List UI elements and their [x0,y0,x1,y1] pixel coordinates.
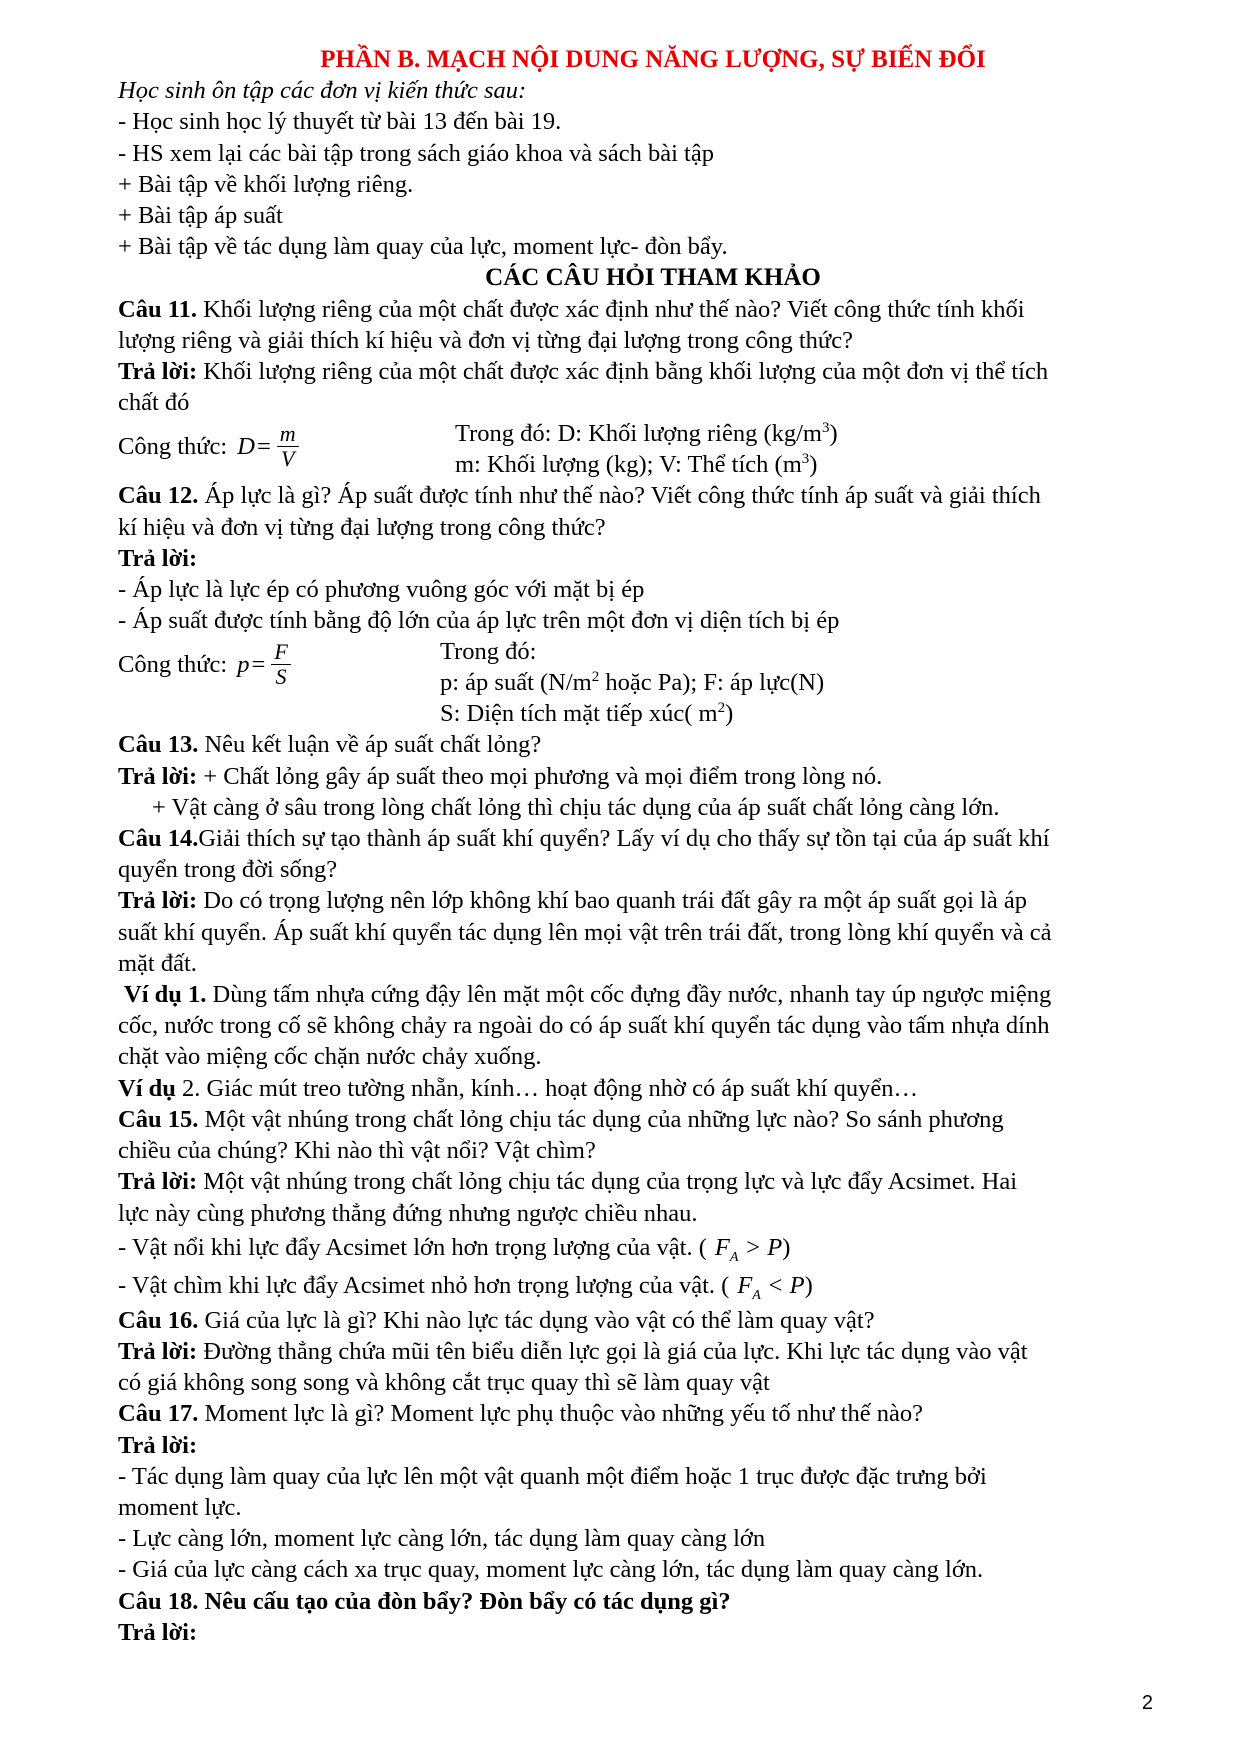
question-label: Câu 12. [118,482,199,510]
example-label: Ví dụ 1. [124,981,207,1009]
section-title: CÁC CÂU HỎI THAM KHẢO [485,264,821,292]
question-label: Câu 11. [118,295,197,323]
page-number: 2 [1141,1692,1153,1714]
condition-text: - Vật nổi khi lực đẩy Acsimet lớn hơn trọng lượng của vật. ( [118,1233,707,1261]
question-14 [118,823,1158,854]
formula-legend [455,418,838,449]
condition-text: ) [804,1271,813,1299]
example-1 [118,979,1158,1010]
answer-text: - Áp lực là lực ép có phương vuông góc với mặt bị ép [118,576,645,604]
question-text: kí hiệu và đơn vị từng đại lượng trong công thức? [118,513,606,541]
subscript: A [752,1287,761,1303]
legend-text: p: áp suất (N/m [440,669,592,697]
example-text: chặt vào miệng cốc chặn nước chảy xuống. [118,1043,542,1071]
answer-text: - Áp suất được tính bằng độ lớn của áp lực trên một đơn vị diện tích bị ép [118,607,840,635]
legend-text: ) [809,451,818,479]
exponent: 2 [717,700,726,717]
fraction [277,422,299,471]
answer-text: mặt đất. [118,949,197,977]
answer-16 [118,1336,1158,1367]
bullet-item: + Bài tập về tác dụng làm quay của lực, moment lực- đòn bẩy. [118,233,728,261]
legend-text: ) [829,420,838,448]
legend-text: ) [725,700,734,728]
formula-density [118,418,1158,480]
question-text: lượng riêng và giải thích kí hiệu và đơn vị từng đại lượng trong công thức? [118,326,853,354]
question-label: Câu 14. [118,825,199,853]
condition-text: - Vật chìm khi lực đẩy Acsimet nhỏ hơn trọng lượng của vật. ( [118,1271,730,1299]
question-text: Nêu kết luận về áp suất chất lỏng? [198,731,542,759]
answer-text: - Lực càng lớn, moment lực càng lớn, tác dụng làm quay càng lớn [118,1525,766,1553]
page-title: PHẦN B. MẠCH NỘI DUNG NĂNG LƯỢNG, SỰ BIẾN ĐỔI [320,46,986,73]
question-label: Câu 16. [118,1306,199,1334]
formula-relation: < P [760,1271,805,1299]
formula-var: F [737,1271,753,1299]
formula-expression: Công thức: D = $\frac{m}{V}$ [118,422,299,471]
example-label: Ví dụ [118,1074,176,1102]
question-label: Câu 17. [118,1400,199,1428]
answer-text: Đường thẳng chứa mũi tên biểu diễn lực gọi là giá của lực. Khi lực tác dụng vào vật [197,1337,1028,1365]
intro-text: Học sinh ôn tập các đơn vị kiến thức sau: [118,77,527,105]
legend-text: m: Khối lượng (kg); V: Thể tích (m [455,451,802,479]
example-text: cốc, nước trong cố sẽ không chảy ra ngoài do có áp suất khí quyển tác dụng vào tấm nhựa dính [118,1012,1050,1040]
answer-text: Khối lượng riêng của một chất được xác định bằng khối lượng của một đơn vị thể tích [197,358,1049,386]
formula-lhs: D [237,433,255,461]
question-12 [118,480,1158,511]
answer-text: chất đó [118,389,190,417]
answer-text: moment lực. [118,1493,242,1521]
formula-legend [455,449,817,480]
numerator: F [271,640,290,665]
exponent: 3 [801,451,810,468]
example-2 [118,1073,1158,1104]
formula-legend: Trong đó: [440,638,537,666]
denominator: V [280,446,295,472]
question-text: quyển trong đời sống? [118,856,338,884]
answer-text: + Chất lỏng gây áp suất theo mọi phương và mọi điểm trong lòng nó. [197,762,883,790]
question-text: Moment lực là gì? Moment lực phụ thuộc vào những yếu tố như thế nào? [198,1400,924,1428]
question-15 [118,1104,1158,1135]
subscript: A [729,1249,739,1265]
answer-text: suất khí quyển. Áp suất khí quyển tác dụng lên mọi vật trên trái đất, trong lòng khí quyển và cả [118,918,1052,946]
question-text: chiều của chúng? Khi nào thì vật nổi? Vật chìm? [118,1137,596,1165]
legend-text: hoặc Pa); F: áp lực(N) [599,669,825,697]
answer-14 [118,885,1158,916]
numerator: m [277,422,299,447]
answer-label [118,1617,1158,1648]
answer-text: có giá không song song và không cắt trục quay thì sẽ làm quay vật [118,1369,770,1397]
bullet-item: + Bài tập áp suất [118,202,283,230]
answer-text: - Tác dụng làm quay của lực lên một vật quanh một điểm hoặc 1 trục được đặc trưng bởi [118,1462,987,1490]
example-text: 2. Giác mút treo tường nhẵn, kính… hoạt động nhờ có áp suất khí quyển… [175,1074,918,1102]
legend-text: S: Diện tích mặt tiếp xúc( m [440,700,718,728]
answer-label-text: Trả lời: [118,1618,198,1646]
question-11 [118,294,1158,325]
answer-11 [118,356,1158,387]
question-17 [118,1398,1158,1429]
formula-legend [440,667,824,698]
answer-label-text: Trả lời: [118,1431,198,1459]
question-text: Giá của lực là gì? Khi nào lực tác dụng vào vật có thể làm quay vật? [198,1306,875,1334]
answer-13 [118,761,1158,792]
question-label: Câu 15. [118,1105,199,1133]
question-label: Câu 18. Nêu cấu tạo của đòn bẩy? Đòn bẩy có tác dụng gì? [118,1587,731,1615]
answer-15 [118,1166,1158,1197]
fraction [271,640,290,689]
formula-lhs: p [237,651,250,679]
answer-text: Một vật nhúng trong chất lỏng chịu tác dụng của trọng lực và lực đẩy Acsimet. Hai [197,1168,1018,1196]
formula-legend [440,698,733,729]
answer-text: Do có trọng lượng nên lớp không khí bao quanh trái đất gây ra một áp suất gọi là áp [197,887,1027,915]
answer-label: Trả lời: [118,1168,198,1196]
answer-label: Trả lời: [118,762,198,790]
question-text: Giải thích sự tạo thành áp suất khí quyển? Lấy ví dụ cho thấy sự tồn tại của áp suất khí [198,825,1050,853]
answer-label [118,543,1158,574]
answer-label [118,1430,1158,1461]
question-label: Câu 13. [118,731,199,759]
legend-text: Trong đó: D: Khối lượng riêng (kg/m [455,420,822,448]
denominator: S [275,664,287,690]
question-text: Một vật nhúng trong chất lỏng chịu tác dụng của những lực nào? So sánh phương [198,1105,1004,1133]
answer-text: - Giá của lực càng cách xa trục quay, moment lực càng lớn, tác dụng làm quay càng lớn. [118,1556,984,1584]
question-13 [118,729,1158,760]
bullet-item: - HS xem lại các bài tập trong sách giáo khoa và sách bài tập [118,139,714,167]
answer-label: Trả lời: [118,358,198,386]
answer-label: Trả lời: [118,1337,198,1365]
exponent: 3 [821,420,830,437]
bullet-item: + Bài tập về khối lượng riêng. [118,170,414,198]
exponent: 2 [591,669,600,686]
example-text: Dùng tấm nhựa cứng đậy lên mặt một cốc đựng đầy nước, nhanh tay úp ngược miệng [206,981,1052,1009]
formula-var: F [714,1233,730,1261]
question-text: Khối lượng riêng của một chất được xác định như thế nào? Viết công thức tính khối [196,295,1025,323]
formula-expression: Công thức: p = $\frac{F}{S}$ [118,640,291,689]
question-text: Áp lực là gì? Áp suất được tính như thế nào? Viết công thức tính áp suất và giải thích [198,482,1041,510]
answer-label: Trả lời: [118,887,198,915]
bullet-item: - Học sinh học lý thuyết từ bài 13 đến bài 19. [118,108,562,136]
formula-label: Công thức: [118,651,228,679]
formula-pressure [118,636,1158,729]
answer-label-text: Trả lời: [118,544,198,572]
float-condition [118,1229,1158,1267]
sink-condition [118,1267,1158,1305]
question-18 [118,1586,1158,1617]
condition-text: ) [782,1233,791,1261]
formula-label: Công thức: [118,433,228,461]
question-16 [118,1305,1158,1336]
answer-text: + Vật càng ở sâu trong lòng chất lỏng thì chịu tác dụng của áp suất chất lỏng càng lớn. [152,793,1000,821]
page-content [118,44,1158,1648]
answer-text: lực này cùng phương thẳng đứng nhưng ngược chiều nhau. [118,1199,698,1227]
formula-relation: > P [738,1233,783,1261]
